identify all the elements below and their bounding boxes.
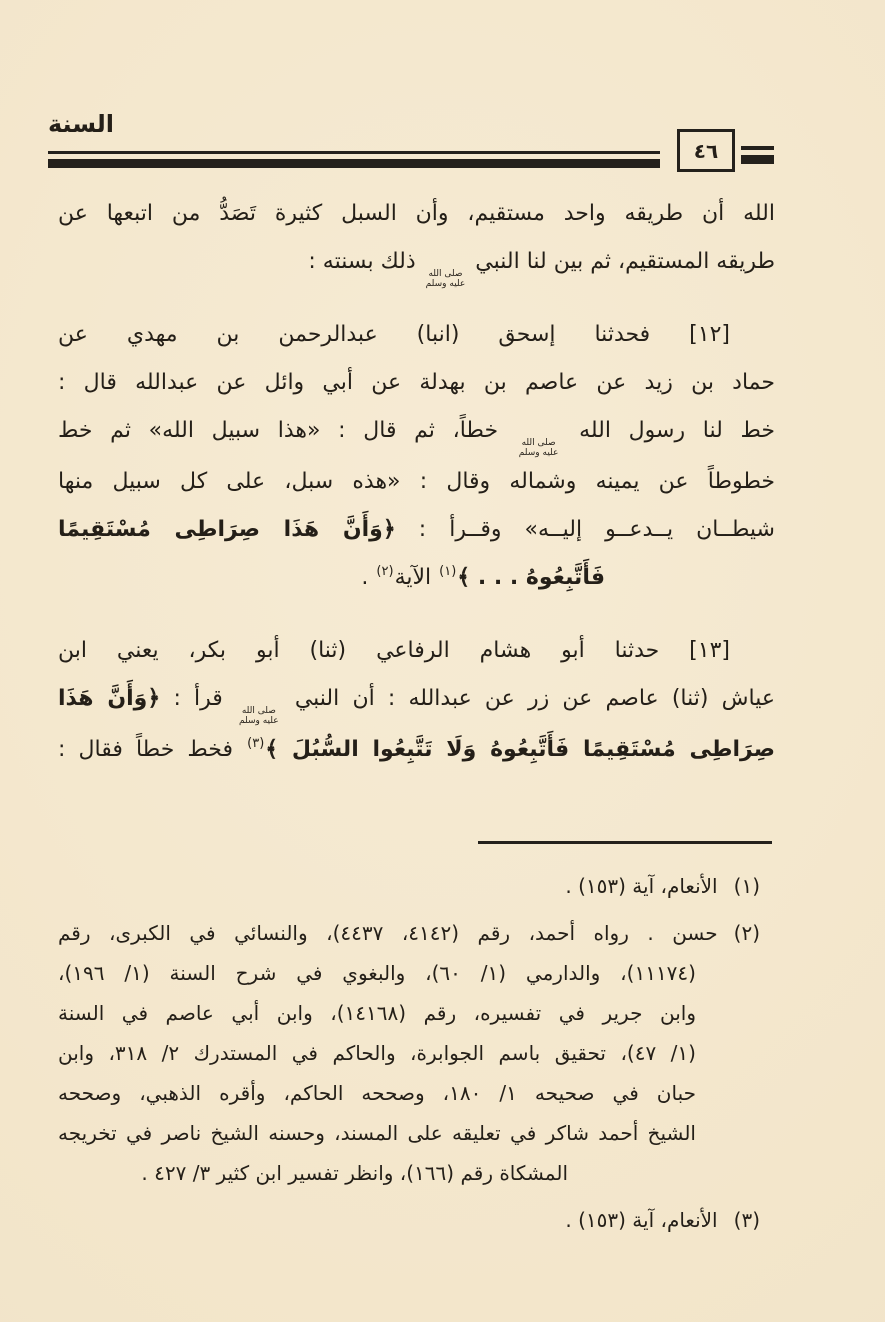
footnote-text: الأنعام، آية (١٥٣) . bbox=[565, 874, 718, 898]
footnote-text: المشكاة رقم (١٦٦)، وانظر تفسير ابن كثير ٣/ ٤٢٧ . bbox=[141, 1161, 568, 1185]
footnote-text: حبان في صحيحه ١/ ١٨٠، وصححه الحاكم، وأقره الذهبي، وصححه bbox=[58, 1081, 696, 1105]
footnote-line bbox=[58, 1033, 696, 1073]
footnote-3 bbox=[58, 1200, 760, 1240]
footnote-line bbox=[58, 1200, 760, 1240]
footnote-marker: (٣) bbox=[733, 1208, 760, 1232]
footnote-line bbox=[58, 913, 760, 953]
text-segment: شيطــان يــدعــو إليــه» وقــرأ : bbox=[395, 517, 775, 542]
text-line bbox=[58, 627, 775, 675]
footnote-line bbox=[58, 866, 760, 906]
quran-text: فَأَتَّبِعُوهُ . . . ﴾ bbox=[457, 565, 605, 590]
footnote-text: حسن . رواه أحمد، رقم (٤١٤٢، ٤٤٣٧)، والنسائي في الكبرى، رقم bbox=[58, 921, 718, 945]
text-segment: طريقه المستقيم، ثم بين لنا النبي bbox=[468, 249, 775, 274]
footnote-line bbox=[58, 1153, 696, 1193]
saw-mark-bottom: عليه وسلم bbox=[239, 716, 279, 726]
text-line bbox=[58, 190, 775, 238]
text-line bbox=[58, 726, 775, 777]
saw-mark-bottom: عليه وسلم bbox=[425, 279, 466, 289]
footnote-ref: (٢) bbox=[376, 564, 394, 579]
text-segment: خطوطاً عن يمينه وشماله وقال : «هذه سبل، على كل سبيل منها bbox=[58, 469, 775, 494]
footnote-text: الشيخ أحمد شاكر في تعليقه على المسند، وحسنه الشيخ ناصر في تخريجه bbox=[58, 1121, 696, 1145]
page-number-box bbox=[677, 129, 735, 172]
text-segment: فخط خطاً فقال : bbox=[58, 737, 247, 762]
text-line bbox=[58, 407, 775, 458]
footnote-2 bbox=[58, 913, 760, 1193]
paragraph-1 bbox=[58, 190, 775, 289]
text-segment: . bbox=[361, 565, 376, 590]
footnote-text: (١/ ٤٧)، تحقيق باسم الجوابرة، والحاكم في المستدرك ٢/ ٣١٨، وابن bbox=[58, 1041, 696, 1065]
footnote-line bbox=[58, 993, 696, 1033]
text-line bbox=[58, 458, 775, 506]
text-segment: ذلك بسنته : bbox=[308, 249, 423, 274]
footnote-text: وابن جرير في تفسيره، رقم (١٤١٦٨)، وابن أبي عاصم في السنة bbox=[58, 1001, 696, 1025]
footnote-ref: (٣) bbox=[247, 736, 265, 751]
saw-mark-top: صلى الله bbox=[521, 438, 556, 448]
text-segment: قرأ : bbox=[160, 686, 237, 711]
saw-mark-top: صلى الله bbox=[241, 706, 276, 716]
saw-mark-top: صلى الله bbox=[428, 269, 463, 279]
footnotes bbox=[58, 866, 760, 1240]
quran-text: صِرَاطِى مُسْتَقِيمًا فَأَتَّبِعُوهُ وَلَا تَتَّبِعُوا السُّبُلَ ﴾ bbox=[265, 737, 775, 762]
quran-text: ﴿وَأَنَّ هَذَا bbox=[58, 686, 161, 711]
paragraph-3 bbox=[58, 627, 775, 777]
footnote-marker: (١) bbox=[733, 874, 760, 898]
text-segment: الآية bbox=[394, 565, 439, 590]
footnote-ref: (١) bbox=[439, 564, 457, 579]
footnote-line bbox=[58, 953, 696, 993]
footnote-1 bbox=[58, 866, 760, 906]
header-rule-right-thin bbox=[741, 146, 774, 150]
body-text bbox=[58, 190, 775, 777]
header-rule-thin bbox=[48, 151, 660, 154]
quran-text: ﴿وَأَنَّ هَذَا صِرَاطِى مُسْتَقِيمًا bbox=[58, 517, 396, 542]
text-segment: [١٣] حدثنا أبو هشام الرفاعي (ثنا) أبو بكر، يعني ابن bbox=[58, 638, 730, 663]
text-line bbox=[58, 359, 775, 407]
header-rule-right-thick bbox=[741, 155, 774, 164]
text-line bbox=[58, 554, 775, 605]
text-line bbox=[58, 311, 775, 359]
text-line bbox=[58, 675, 775, 726]
saw-mark-icon bbox=[426, 269, 466, 289]
text-line bbox=[58, 506, 775, 554]
footnote-text: الأنعام، آية (١٥٣) . bbox=[565, 1208, 718, 1232]
saw-mark-icon bbox=[519, 438, 559, 458]
text-segment: [١٢] فحدثنا إسحق (انبا) عبدالرحمن بن مهدي عن bbox=[58, 322, 730, 347]
header-rule-thick bbox=[48, 159, 660, 168]
saw-mark-bottom: عليه وسلم bbox=[518, 448, 559, 458]
footnote-line bbox=[58, 1113, 696, 1153]
text-segment: عياش (ثنا) عاصم عن زر عن عبدالله : أن النبي bbox=[281, 686, 775, 711]
footnote-line bbox=[58, 1073, 696, 1113]
page-title: السنة bbox=[48, 110, 115, 138]
page-number: ٤٦ bbox=[693, 138, 719, 163]
footnote-text: (١١١٧٤)، والدارمي (١/ ٦٠)، والبغوي في شرح السنة (١/ ١٩٦)، bbox=[58, 961, 696, 985]
saw-mark-icon bbox=[239, 706, 279, 726]
text-segment: حماد بن زيد عن عاصم بن بهدلة عن أبي وائل عن عبدالله قال : bbox=[58, 370, 775, 395]
text-segment: الله أن طريقه واحد مستقيم، وأن السبل كثيرة تَصَدُّ من اتبعها عن bbox=[58, 201, 775, 226]
paragraph-2 bbox=[58, 311, 775, 605]
footnote-separator bbox=[478, 841, 772, 844]
text-line bbox=[58, 238, 775, 289]
text-segment: خط لنا رسول الله bbox=[561, 418, 775, 443]
footnote-marker: (٢) bbox=[733, 921, 760, 945]
text-segment: خطاً، ثم قال : «هذا سبيل الله» ثم خط bbox=[58, 418, 516, 443]
